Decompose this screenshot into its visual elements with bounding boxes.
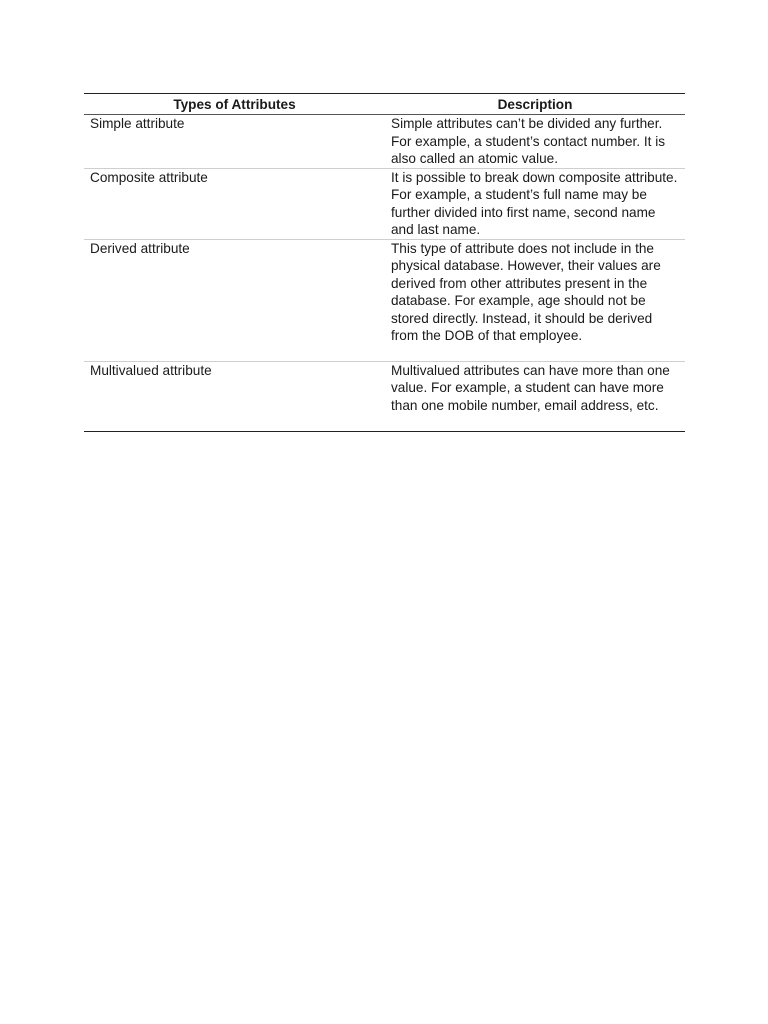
table-header-row [84, 94, 685, 115]
attribute-type-cell: Composite attribute [90, 169, 208, 185]
table-row [84, 239, 685, 361]
attribute-description-cell: Multivalued attributes can have more than one value. For example, a student can have more than one mobile number, email address, etc. [391, 362, 670, 413]
attribute-type-cell: Simple attribute [90, 116, 185, 131]
attribute-description-cell: Simple attributes can’t be divided any further. For example, a student’s contact number. It is also called an atomic value. [391, 116, 666, 166]
attribute-description-cell: It is possible to break down composite attribute. For example, a student’s full name may be further divided into first name, second name and last name. [391, 169, 678, 237]
table-row [84, 168, 685, 239]
attribute-type-cell: Derived attribute [90, 240, 190, 256]
header-types-of-attributes: Types of Attributes [173, 96, 296, 112]
table-row [84, 115, 685, 169]
attribute-description-cell: This type of attribute does not include in the physical database. However, their values are derived from other attributes present in the database. For example, age should not be stored directly. Instead, it should be derived from the DOB of that employee. [391, 240, 661, 343]
header-description: Description [497, 96, 573, 112]
attributes-table [84, 93, 685, 432]
table-row [84, 361, 685, 431]
attribute-type-cell: Multivalued attribute [90, 362, 212, 378]
